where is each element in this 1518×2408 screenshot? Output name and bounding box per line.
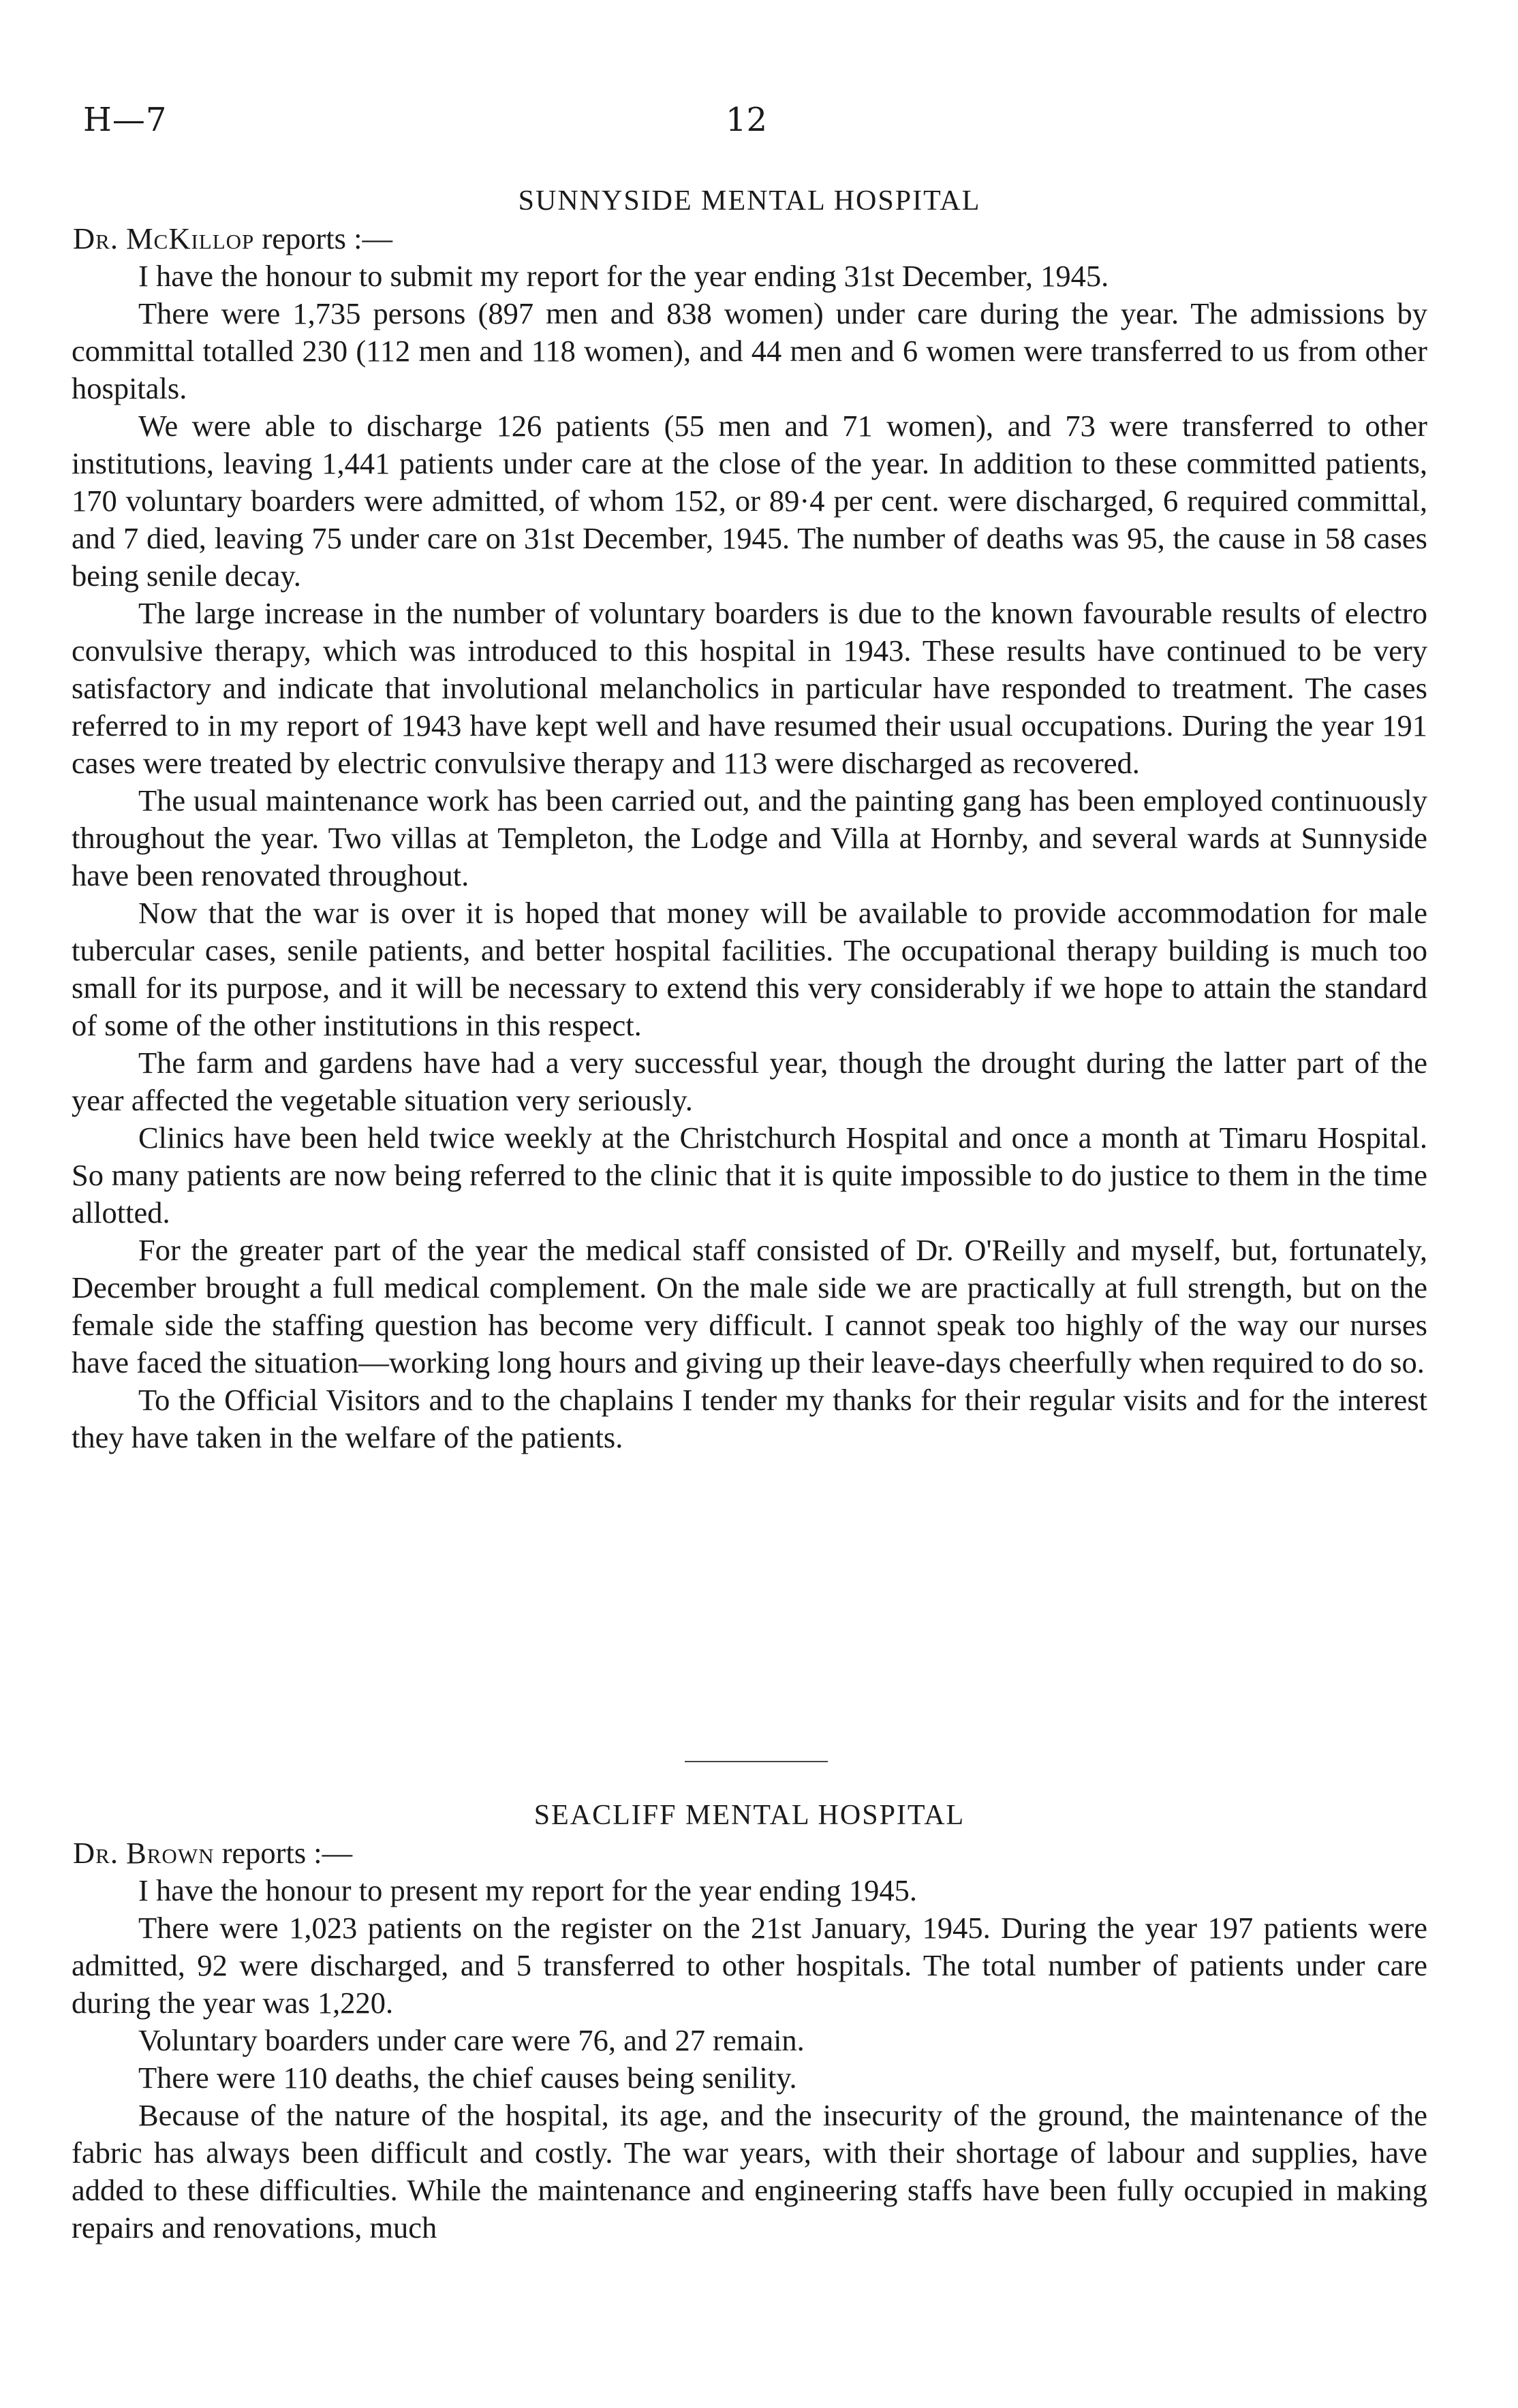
page-number: 12 xyxy=(726,101,768,139)
paragraph: For the greater part of the year the medical staff consisted of Dr. O'Reilly and myself, but, fortunately, December brought a full medical complement. On the male side we are practically at full strength, but on the female side the staffing question has become very difficult. I cannot speak too highly of the way our nurses have faced the situation—working long hours and giving up their leave-days cheerfully when required to do so. xyxy=(72,1233,1427,1379)
reporter-line xyxy=(72,220,1427,257)
reporter-suffix: reports :— xyxy=(214,1836,353,1870)
reporter-line xyxy=(72,1834,1427,1872)
paragraph: I have the honour to present my report for the year ending 1945. xyxy=(138,1873,918,1907)
paragraph: There were 1,735 persons (897 men and 838 women) under care during the year. The admissions by committal totalled 230 (112 men and 118 women), and 44 men and 6 women were transferred to us from other hospitals. xyxy=(72,296,1427,405)
paragraph: There were 110 deaths, the chief causes being senility. xyxy=(138,2061,797,2095)
section-title: SEACLIFF MENTAL HOSPITAL xyxy=(533,1800,965,1831)
reporter-title: Dr. xyxy=(73,1836,119,1870)
section-sunnyside xyxy=(72,183,1427,1456)
paragraph: We were able to discharge 126 patients (55 men and 71 women), and 73 were transferred to other institutions, leaving 1,441 patients under care at the close of the year. In addition to these committed patients, 170 voluntary boarders were admitted, of whom 152, or 89·4 per cent. were discharged, 6 required committal, and 7 died, leaving 75 under care on 31st December, 1945. The number of deaths was 95, the cause in 58 cases being senile decay. xyxy=(72,409,1427,593)
paragraph: There were 1,023 patients on the register on the 21st January, 1945. During the year 197 patients were admitted, 92 were discharged, and 5 transferred to other hospitals. The total number of patients under care during the year was 1,220. xyxy=(72,1911,1427,2020)
paragraph: Clinics have been held twice weekly at the Christchurch Hospital and once a month at Timaru Hospital. So many patients are now being referred to the clinic that it is quite impossible to do justice to them in the time allotted. xyxy=(72,1121,1427,1230)
reporter-name: Brown xyxy=(126,1836,215,1870)
section-seacliff xyxy=(72,1797,1427,2247)
paragraph: The large increase in the number of voluntary boarders is due to the known favourable results of electro convulsive therapy, which was introduced to this hospital in 1943. These results have continued to be very satisfactory and indicate that involutional melancholics in particular have responded to treatment. The cases referred to in my report of 1943 have kept well and have resumed their usual occupations. During the year 191 cases were treated by electric convulsive therapy and 113 were discharged as recovered. xyxy=(72,596,1427,780)
paragraph: To the Official Visitors and to the chaplains I tender my thanks for their regular visits and for the interest they have taken in the welfare of the patients. xyxy=(72,1383,1427,1454)
paragraph: The farm and gardens have had a very successful year, though the drought during the latter part of the year affected the vegetable situation very seriously. xyxy=(72,1046,1427,1117)
reporter-suffix: reports :— xyxy=(254,221,392,255)
paragraph: Because of the nature of the hospital, its age, and the insecurity of the ground, the maintenance of the fabric has always been difficult and costly. The war years, with their shortage of labour and supplies, have added to these difficulties. While the maintenance and engineering staffs have been fully occupied in making repairs and renovations, much xyxy=(72,2098,1427,2245)
paragraph: The usual maintenance work has been carried out, and the painting gang has been employed continuously throughout the year. Two villas at Templeton, the Lodge and Villa at Hornby, and several wards at Sunnyside have been renovated throughout. xyxy=(72,783,1427,892)
section-title: SUNNYSIDE MENTAL HOSPITAL xyxy=(518,185,981,217)
paragraph: Voluntary boarders under care were 76, and 27 remain. xyxy=(138,2023,805,2057)
paragraph: I have the honour to submit my report for the year ending 31st December, 1945. xyxy=(138,259,1109,293)
section-divider xyxy=(685,1761,828,1762)
document-reference: H—7 xyxy=(83,101,168,139)
reporter-title: Dr. xyxy=(73,221,119,255)
paragraph: Now that the war is over it is hoped that money will be available to provide accommodation for male tubercular cases, senile patients, and better hospital facilities. The occupational therapy building is much too small for its purpose, and it will be necessary to extend this very considerably if we hope to attain the standard of some of the other institutions in this respect. xyxy=(72,896,1427,1042)
reporter-name: McKillop xyxy=(126,221,255,255)
